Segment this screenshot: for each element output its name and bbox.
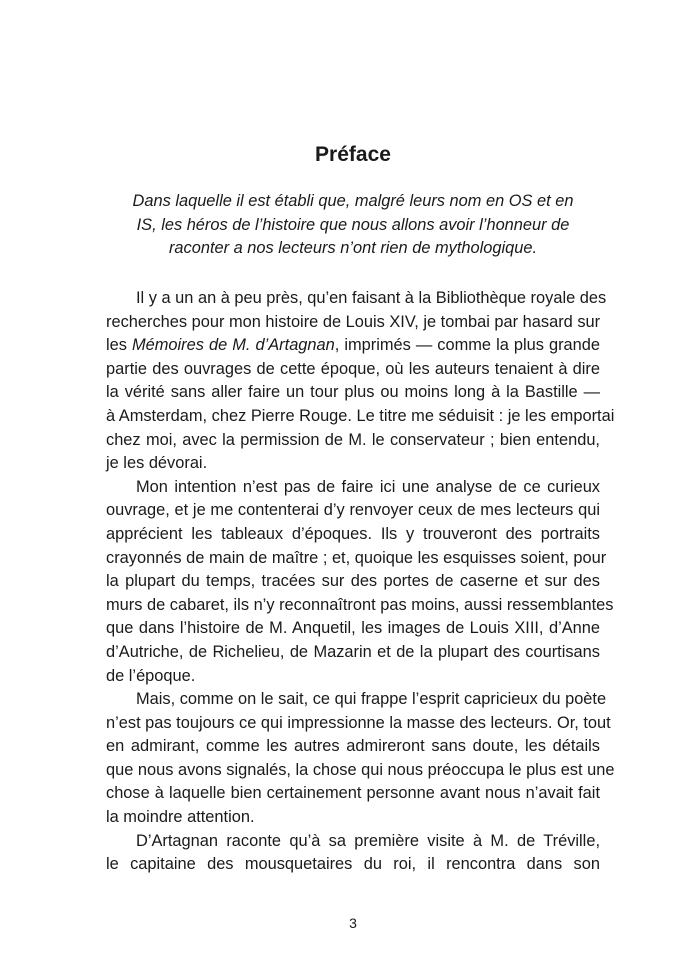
text-line: [106, 570, 600, 594]
body-text: [106, 287, 615, 877]
text-line: [106, 499, 600, 523]
text-line: [106, 830, 600, 854]
text-line: [106, 641, 600, 665]
text-line: [106, 287, 607, 311]
epigraph: [106, 190, 600, 261]
text-segment: , imprimés — comme la plus grande: [334, 336, 600, 355]
text-segment: chez moi, avec la permission de M. le conservateur ; bien entendu,: [106, 430, 600, 449]
text-line: [106, 405, 615, 429]
paragraph: [106, 688, 615, 830]
text-line: [106, 759, 615, 783]
text-segment: murs de cabaret, ils n’y reconnaîtront pas moins, aussi ressemblantes: [106, 595, 614, 614]
text-segment: que dans l’histoire de M. Anquetil, les images de Louis XIII, d’Anne: [106, 619, 600, 638]
text-segment: n’est pas toujours ce qui impressionne la masse des lecteurs. Or, tout: [106, 713, 611, 732]
text-line: [106, 617, 600, 641]
text-segment: les: [106, 336, 132, 355]
text-line: [106, 358, 600, 382]
paragraph: [106, 287, 615, 476]
text-segment: à Amsterdam, chez Pierre Rouge. Le titre me séduisit : je les emportai: [106, 406, 615, 425]
text-line: [106, 665, 600, 689]
text-line: [106, 853, 600, 877]
book-page: [106, 0, 615, 970]
text-segment: que nous avons signalés, la chose qui nous préoccupa le plus est une: [106, 760, 615, 779]
text-line: [106, 547, 607, 571]
text-segment: Mais, comme on le sait, ce qui frappe l’esprit capricieux du poète: [136, 690, 607, 709]
text-segment: d’Autriche, de Richelieu, de Mazarin et de la plupart des courtisans: [106, 642, 600, 661]
text-line: [106, 806, 600, 830]
epigraph-line: raconter a nos lecteurs n’ont rien de mythologique.: [168, 239, 538, 258]
text-segment: crayonnés de main de maître ; et, quoique les esquisses soient, pour: [106, 548, 607, 567]
chapter-title: Préface: [315, 143, 391, 166]
text-segment: la moindre attention.: [106, 808, 255, 827]
text-line: [106, 523, 600, 547]
text-segment: Il y a un an à peu près, qu’en faisant à la Bibliothèque royale des: [136, 289, 607, 307]
text-segment: de l’époque.: [106, 666, 196, 685]
text-segment: en admirant, comme les autres admireront sans doute, les détails: [106, 737, 600, 756]
text-line: [106, 735, 600, 759]
text-line: [106, 429, 600, 453]
text-segment: chose à laquelle bien certainement personne avant nous n’avait fait: [106, 784, 600, 803]
text-line: [106, 311, 600, 335]
page-number: 3: [349, 915, 357, 931]
text-line: [106, 381, 600, 405]
paragraph: [106, 830, 600, 877]
paragraph: [106, 476, 614, 688]
text-line: [106, 452, 600, 476]
italic-title: Mémoires de M. d’Artagnan: [132, 336, 335, 355]
text-segment: D’Artagnan raconte qu’à sa première visite à M. de Tréville,: [136, 831, 600, 850]
text-line: [106, 688, 607, 712]
text-segment: recherches pour mon histoire de Louis XIV, je tombai par hasard sur: [106, 312, 601, 331]
text-segment: la vérité sans aller faire un tour plus ou moins long à la Bastille —: [106, 383, 600, 402]
text-line: [106, 594, 614, 618]
text-line: [106, 334, 600, 358]
text-line: [106, 712, 611, 736]
text-line: [106, 476, 600, 500]
text-segment: le capitaine des mousquetaires du roi, il rencontra dans son: [106, 855, 600, 874]
text-segment: Mon intention n’est pas de faire ici une analyse de ce curieux: [136, 477, 600, 496]
text-segment: partie des ouvrages de cette époque, où les auteurs tenaient à dire: [106, 359, 600, 378]
text-line: [106, 782, 600, 806]
epigraph-line: IS, les héros de l’histoire que nous allons avoir l’honneur de: [136, 215, 570, 234]
text-segment: apprécient les tableaux d’époques. Ils y trouveront des portraits: [106, 524, 600, 543]
text-segment: ouvrage, et je me contenterai d’y renvoyer ceux de mes lecteurs qui: [106, 501, 600, 520]
epigraph-line: Dans laquelle il est établi que, malgré leurs nom en OS et en: [132, 192, 574, 210]
text-segment: la plupart du temps, tracées sur des portes de caserne et sur des: [106, 572, 600, 591]
text-segment: je les dévorai.: [106, 454, 208, 473]
